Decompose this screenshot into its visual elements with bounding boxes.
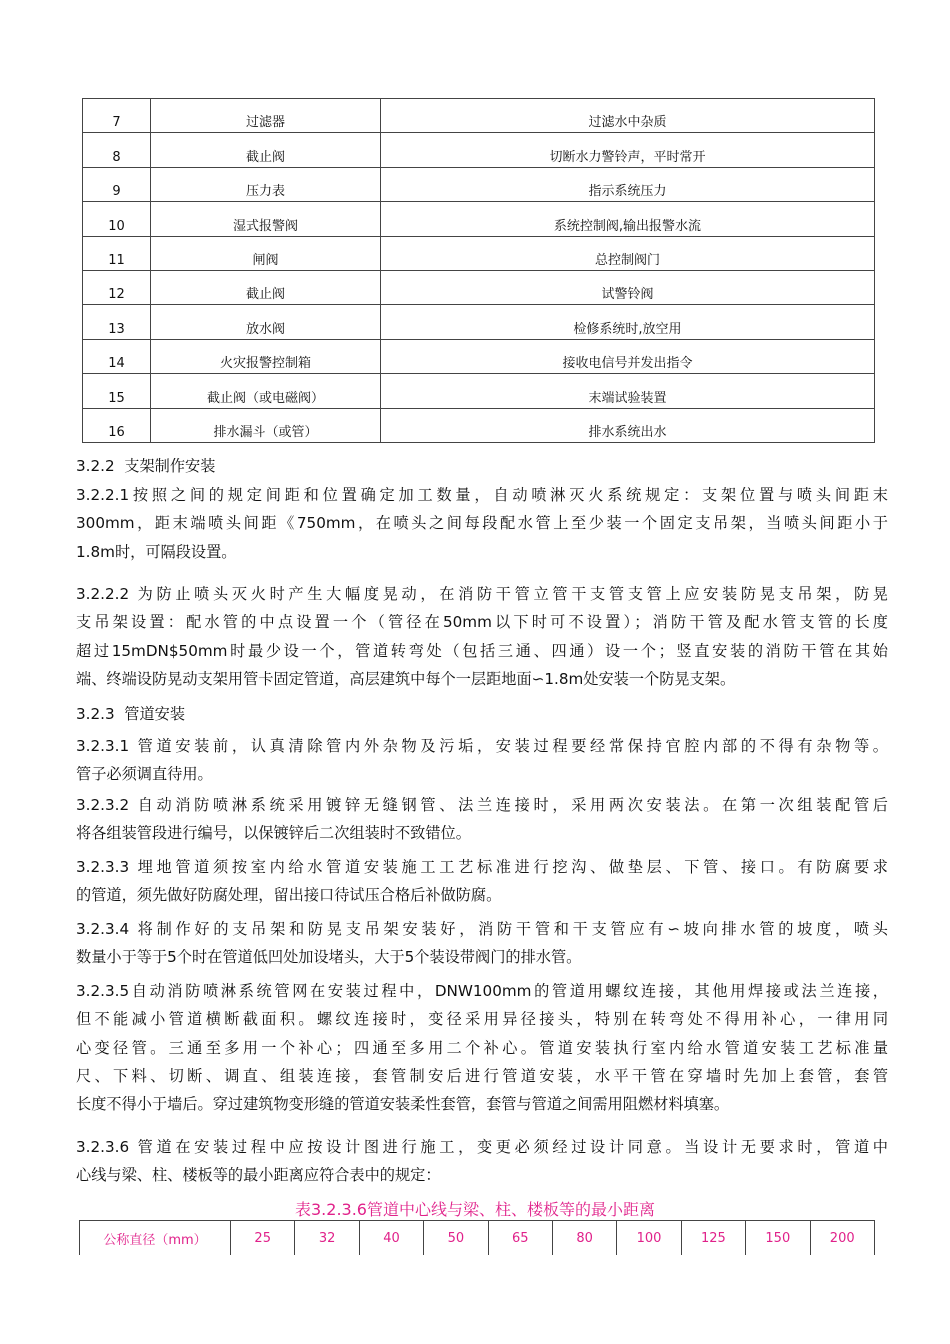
component-purpose-cell	[381, 339, 875, 373]
paragraph-line: 的管道，须先做好防腐处理，留出接口待试压合格后补做防腐。	[76, 886, 502, 905]
paragraph-line: 3.2.3.5自动消防喷淋系统管网在安装过程中，DNW100mm的管道用螺纹连接，其他用焊接或法兰连接，	[76, 982, 888, 1000]
paragraph-line: 超过15mDN$50mm时最少设一个，管道转弯处（包括三通、四通）设一个；竖直安装的消防干管在其始	[76, 641, 888, 660]
component-name: 火灾报警控制箱	[219, 356, 311, 372]
component-number: 13	[108, 321, 125, 337]
component-name: 排水漏斗（或管）	[213, 424, 318, 440]
paragraph-3-2-3-2	[76, 791, 888, 848]
paragraph-line: 尺、下料、切断、调直、组装连接，套管制安后进行管道安装，水平干管在穿墙时先加上套管，套管	[76, 1066, 888, 1085]
component-number-cell	[83, 270, 151, 304]
paragraph-line: 管子必须调直待用。	[76, 765, 213, 784]
paragraph-line: 心线与梁、柱、楼板等的最小距离应符合表中的规定：	[76, 1166, 441, 1185]
distance-table	[79, 1220, 875, 1255]
component-number-cell	[83, 374, 151, 408]
component-purpose: 总控制阀门	[594, 252, 660, 268]
component-name: 过滤器	[245, 115, 285, 131]
component-name-cell	[151, 167, 381, 201]
component-number: 10	[108, 218, 125, 234]
component-number: 7	[112, 115, 121, 131]
component-purpose: 过滤水中杂质	[588, 115, 667, 131]
distance-table-caption: 表3.2.3.6管道中心线与梁、柱、楼板等的最小距离	[295, 1200, 655, 1219]
paragraph-line: 3.2.3.6 管道在安装过程中应按设计图进行施工，变更必须经过设计同意。当设计无要求时，管道中	[76, 1138, 888, 1156]
component-purpose-cell	[381, 270, 875, 304]
distance-table-label-cell: 公称直径（mm）	[80, 1221, 231, 1256]
component-purpose: 检修系统时,放空用	[573, 321, 682, 337]
component-purpose: 系统控制阀,输出报警水流	[553, 218, 702, 234]
nominal-diameter-cell: 25	[231, 1221, 295, 1256]
component-number-cell	[83, 408, 151, 442]
component-name-cell	[151, 133, 381, 167]
paragraph-3-2-2-2	[76, 580, 888, 693]
component-purpose: 排水系统出水	[588, 424, 667, 440]
component-name-cell	[151, 202, 381, 236]
nominal-diameter-cell: 32	[295, 1221, 359, 1256]
component-row	[83, 236, 875, 270]
component-number: 12	[108, 287, 125, 303]
component-purpose-cell	[381, 408, 875, 442]
component-number-cell	[83, 305, 151, 339]
component-number: 8	[112, 149, 121, 165]
component-row	[83, 270, 875, 304]
component-name: 截止阀（或电磁阀）	[206, 390, 324, 406]
component-number: 9	[112, 184, 121, 200]
component-name-cell	[151, 236, 381, 270]
section-heading-3-2-2: 3.2.2 支架制作安装	[76, 457, 216, 475]
paragraph-line: 3.2.2.2 为防止喷头灭火时产生大幅度晃动，在消防干管立管干支管支管上应安装防晃支吊架，防晃	[76, 585, 888, 603]
component-row	[83, 99, 875, 133]
component-row	[83, 133, 875, 167]
component-purpose-cell	[381, 305, 875, 339]
paragraph-3-2-3-5	[76, 977, 888, 1118]
component-number-cell	[83, 167, 151, 201]
paragraph-line: 将各组装管段进行编号，以保镀锌后二次组装时不致错位。	[76, 824, 471, 843]
component-row	[83, 202, 875, 236]
paragraph-line: 支吊架设置：配水管的中点设置一个（管径在50mm以下时可不设置）；消防干管及配水管支管的长度	[76, 613, 888, 632]
paragraph-line: 长度不得小于墙后。穿过建筑物变形缝的管道安装柔性套管，套管与管道之间需用阻燃材料填塞。	[76, 1095, 730, 1114]
component-purpose: 切断水力警铃声，平时常开	[549, 149, 706, 165]
component-purpose: 指示系统压力	[588, 184, 667, 200]
component-row	[83, 339, 875, 373]
nominal-diameter-cell: 80	[552, 1221, 616, 1256]
component-table-body	[83, 99, 875, 443]
component-purpose-cell	[381, 374, 875, 408]
paragraph-line: 300mm，距末端喷头间距《750mm，在喷头之间每段配水管上至少装一个固定支吊架，当喷头间距小于	[76, 514, 888, 533]
component-name-cell	[151, 270, 381, 304]
nominal-diameter-cell: 50	[424, 1221, 488, 1256]
component-purpose-cell	[381, 202, 875, 236]
component-name-cell	[151, 408, 381, 442]
component-name: 闸阀	[252, 252, 279, 268]
component-row	[83, 408, 875, 442]
nominal-diameter-cell: 200	[810, 1221, 874, 1256]
paragraph-line: 3.2.3.3 埋地管道须按室内给水管道安装施工工艺标准进行挖沟、做垫层、下管、接口。有防腐要求	[76, 858, 888, 876]
paragraph-3-2-3-6	[76, 1133, 888, 1190]
component-row	[83, 167, 875, 201]
component-name-cell	[151, 99, 381, 133]
component-row	[83, 374, 875, 408]
component-number: 16	[108, 424, 125, 440]
component-name: 放水阀	[245, 321, 285, 337]
component-name: 截止阀	[245, 149, 285, 165]
paragraph-3-2-3-4	[76, 915, 888, 972]
component-number: 15	[108, 390, 125, 406]
paragraph-3-2-2-1	[76, 481, 888, 566]
component-purpose: 末端试验装置	[588, 390, 667, 406]
section-heading-3-2-3: 3.2.3 管道安装	[76, 705, 186, 723]
component-number: 11	[108, 252, 125, 268]
component-purpose-cell	[381, 99, 875, 133]
nominal-diameter-cell: 40	[359, 1221, 423, 1256]
component-name-cell	[151, 339, 381, 373]
component-number-cell	[83, 339, 151, 373]
component-purpose-cell	[381, 236, 875, 270]
component-name: 截止阀	[245, 287, 285, 303]
component-number-cell	[83, 133, 151, 167]
component-number-cell	[83, 236, 151, 270]
paragraph-line: 心变径管。三通至多用一个补心；四通至多用二个补心。管道安装执行室内给水管道安装工艺标准量	[76, 1038, 888, 1057]
paragraph-3-2-3-1	[76, 732, 888, 789]
paragraph-line: 3.2.3.1 管道安装前，认真清除管内外杂物及污垢，安装过程要经常保持官腔内部的不得有杂物等。	[76, 737, 888, 755]
paragraph-3-2-3-3	[76, 853, 888, 910]
paragraph-line: 3.2.3.4 将制作好的支吊架和防晃支吊架安装好，消防干管和干支管应有∽坡向排水管的坡度，喷头	[76, 920, 888, 938]
nominal-diameter-cell: 125	[681, 1221, 745, 1256]
paragraph-line: 1.8m时，可隔段设置。	[76, 542, 237, 561]
component-row	[83, 305, 875, 339]
component-purpose: 接收电信号并发出指令	[562, 356, 693, 372]
component-number-cell	[83, 202, 151, 236]
component-name: 湿式报警阀	[232, 218, 298, 234]
component-table	[82, 98, 875, 443]
nominal-diameter-cell: 65	[488, 1221, 552, 1256]
paragraph-line: 3.2.3.2 自动消防喷淋系统采用镀锌无缝钢管、法兰连接时，采用两次安装法。在第一次组装配管后	[76, 796, 888, 814]
component-name: 压力表	[245, 184, 285, 200]
paragraph-line: 但不能减小管道横断截面积。螺纹连接时，变径采用异径接头，特别在转弯处不得用补心，一律用同	[76, 1010, 888, 1029]
paragraph-line: 3.2.2.1按照之间的规定间距和位置确定加工数量，自动喷淋灭火系统规定：支架位置与喷头间距末	[76, 486, 888, 504]
component-number: 14	[108, 356, 125, 372]
component-number-cell	[83, 99, 151, 133]
component-purpose: 试警铃阀	[601, 287, 654, 303]
paragraph-line: 端、终端设防晃动支架用管卡固定管道，高层建筑中每个一层距地面∽1.8m处安装一个防晃支架。	[76, 669, 736, 688]
nominal-diameter-cell: 100	[617, 1221, 681, 1256]
component-name-cell	[151, 374, 381, 408]
nominal-diameter-cell: 150	[746, 1221, 810, 1256]
distance-table-header-row	[80, 1221, 875, 1256]
component-purpose-cell	[381, 167, 875, 201]
component-name-cell	[151, 305, 381, 339]
paragraph-line: 数量小于等于5个时在管道低凹处加设堵头，大于5个装设带阀门的排水管。	[76, 948, 582, 967]
component-purpose-cell	[381, 133, 875, 167]
